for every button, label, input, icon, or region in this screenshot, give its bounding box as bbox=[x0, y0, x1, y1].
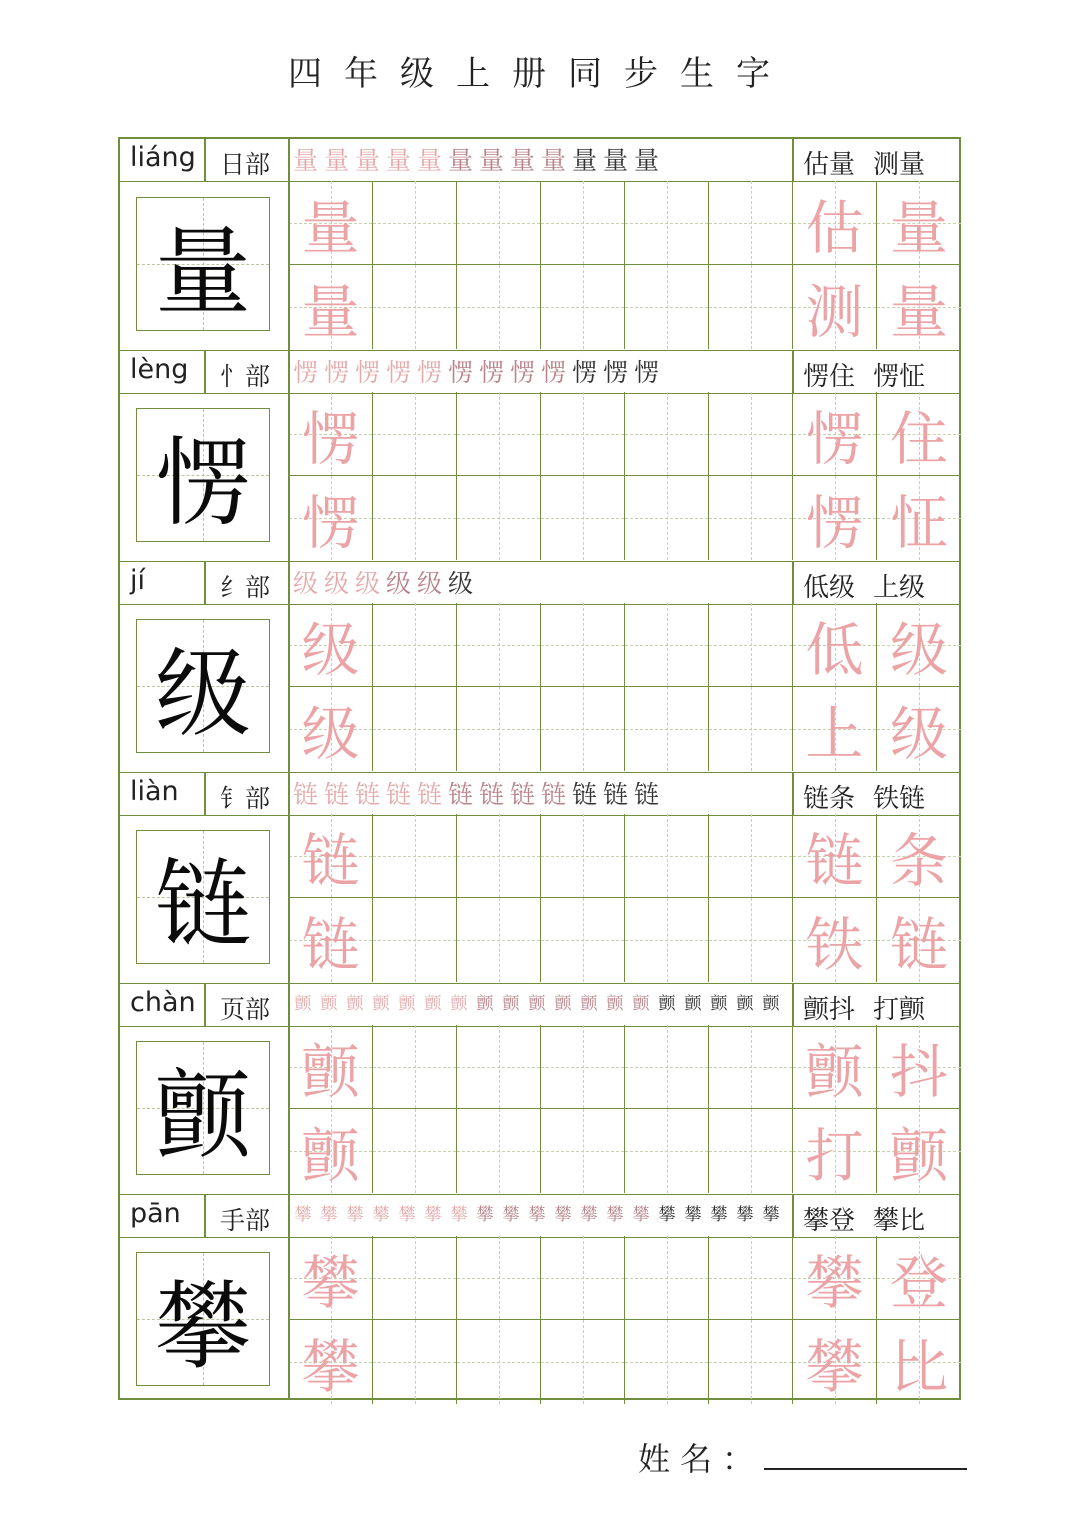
stroke-step: 颤 bbox=[684, 994, 702, 1014]
word-cell bbox=[793, 1236, 877, 1320]
main-char-box bbox=[136, 619, 270, 753]
practice-cell bbox=[289, 476, 373, 560]
stroke-step: 链 bbox=[292, 780, 318, 809]
practice-cell bbox=[625, 898, 709, 982]
trace-char: 量 bbox=[301, 193, 360, 262]
trace-char: 条 bbox=[889, 826, 948, 895]
word-cell bbox=[877, 181, 961, 265]
word-2: 上级 bbox=[873, 573, 926, 603]
main-char: 级 bbox=[155, 637, 251, 750]
practice-cell bbox=[541, 392, 625, 476]
stroke-step: 颤 bbox=[424, 994, 442, 1014]
practice-cell bbox=[709, 687, 793, 771]
trace-char: 登 bbox=[889, 1248, 948, 1317]
practice-cell bbox=[709, 265, 793, 349]
practice-cell bbox=[457, 687, 541, 771]
pinyin: chàn bbox=[130, 987, 196, 1018]
stroke-step: 链 bbox=[323, 780, 349, 809]
trace-char: 攀 bbox=[301, 1333, 360, 1401]
main-char: 链 bbox=[155, 848, 251, 961]
practice-cell bbox=[541, 476, 625, 560]
practice-cell bbox=[373, 603, 457, 687]
stroke-step: 攀 bbox=[294, 1205, 312, 1225]
block-header bbox=[120, 139, 959, 182]
practice-grid bbox=[289, 1236, 961, 1405]
practice-cell bbox=[625, 603, 709, 687]
char-block-chan bbox=[120, 983, 959, 1194]
stroke-step: 愣 bbox=[447, 358, 473, 387]
trace-char: 愣 bbox=[301, 404, 360, 473]
stroke-step: 愣 bbox=[416, 358, 442, 387]
main-char: 量 bbox=[155, 215, 251, 328]
word-1: 攀登 bbox=[803, 1206, 856, 1236]
practice-cell bbox=[709, 814, 793, 898]
stroke-step: 量 bbox=[571, 146, 597, 175]
block-header bbox=[120, 350, 959, 394]
stroke-step: 攀 bbox=[450, 1205, 468, 1225]
stroke-step: 级 bbox=[447, 569, 473, 598]
stroke-step: 颤 bbox=[528, 994, 546, 1014]
trace-char: 怔 bbox=[889, 489, 948, 557]
stroke-step: 攀 bbox=[658, 1205, 676, 1225]
practice-cell bbox=[373, 1025, 457, 1109]
stroke-step: 颤 bbox=[372, 994, 390, 1014]
practice-cell bbox=[289, 1320, 373, 1404]
stroke-step: 链 bbox=[571, 780, 597, 809]
radical: 页部 bbox=[220, 995, 271, 1024]
stroke-step: 攀 bbox=[684, 1205, 702, 1225]
stroke-step: 攀 bbox=[762, 1205, 780, 1225]
practice-cell bbox=[541, 603, 625, 687]
practice-cell bbox=[625, 181, 709, 265]
practice-cell bbox=[373, 687, 457, 771]
stroke-step: 颤 bbox=[658, 994, 676, 1014]
practice-cell bbox=[373, 476, 457, 560]
word-cell bbox=[877, 1109, 961, 1193]
word-2: 打颤 bbox=[873, 995, 926, 1025]
practice-grid bbox=[289, 181, 961, 350]
practice-cell bbox=[541, 265, 625, 349]
trace-char: 住 bbox=[889, 404, 948, 473]
stroke-step: 愣 bbox=[292, 358, 318, 387]
stroke-step: 颤 bbox=[710, 994, 728, 1014]
trace-char: 愣 bbox=[805, 404, 864, 473]
stroke-step: 愣 bbox=[633, 358, 659, 387]
practice-cell bbox=[373, 1320, 457, 1404]
practice-cell bbox=[457, 181, 541, 265]
word-cell bbox=[877, 814, 961, 898]
page-title: 四年级上册同步生字 bbox=[288, 54, 792, 94]
radical: 手部 bbox=[220, 1206, 271, 1235]
practice-cell bbox=[457, 392, 541, 476]
practice-cell bbox=[289, 392, 373, 476]
word-cell bbox=[793, 603, 877, 687]
word-cell bbox=[877, 603, 961, 687]
practice-cell bbox=[289, 1236, 373, 1320]
stroke-step: 量 bbox=[292, 146, 318, 175]
practice-cell bbox=[541, 181, 625, 265]
stroke-order bbox=[290, 564, 790, 602]
practice-sheet bbox=[118, 137, 961, 1400]
stroke-step: 攀 bbox=[632, 1205, 650, 1225]
practice-cell bbox=[373, 898, 457, 982]
practice-cell bbox=[541, 1025, 625, 1109]
trace-char: 链 bbox=[805, 826, 864, 895]
char-block-ji bbox=[120, 561, 959, 772]
practice-cell bbox=[289, 1109, 373, 1193]
practice-cell bbox=[373, 1109, 457, 1193]
practice-cell bbox=[541, 814, 625, 898]
stroke-step: 攀 bbox=[606, 1205, 624, 1225]
practice-cell bbox=[541, 1109, 625, 1193]
stroke-step: 颤 bbox=[554, 994, 572, 1014]
trace-char: 量 bbox=[301, 278, 360, 346]
word-cell bbox=[877, 687, 961, 771]
word-cell bbox=[793, 181, 877, 265]
stroke-step: 颤 bbox=[736, 994, 754, 1014]
trace-char: 愣 bbox=[805, 489, 864, 557]
pinyin: pān bbox=[130, 1198, 181, 1229]
stroke-step: 级 bbox=[385, 569, 411, 598]
stroke-step: 攀 bbox=[372, 1205, 390, 1225]
practice-cell bbox=[289, 814, 373, 898]
practice-grid bbox=[289, 392, 961, 561]
word-cell bbox=[877, 476, 961, 560]
main-char-box bbox=[136, 408, 270, 542]
radical: 钅部 bbox=[220, 784, 271, 813]
practice-cell bbox=[625, 1025, 709, 1109]
stroke-step: 级 bbox=[323, 569, 349, 598]
stroke-step: 攀 bbox=[528, 1205, 546, 1225]
char-block-lian bbox=[120, 772, 959, 983]
radical: 纟部 bbox=[220, 573, 271, 602]
stroke-step: 链 bbox=[447, 780, 473, 809]
stroke-step: 颤 bbox=[502, 994, 520, 1014]
stroke-step: 链 bbox=[602, 780, 628, 809]
example-words bbox=[803, 144, 925, 181]
word-cell bbox=[793, 1025, 877, 1109]
main-char: 愣 bbox=[155, 426, 251, 539]
practice-cell bbox=[373, 181, 457, 265]
practice-cell bbox=[289, 687, 373, 771]
stroke-step: 颤 bbox=[632, 994, 650, 1014]
practice-grid bbox=[289, 603, 961, 772]
practice-cell bbox=[625, 1236, 709, 1320]
practice-cell bbox=[709, 181, 793, 265]
char-block-liang bbox=[120, 139, 959, 350]
block-header bbox=[120, 1194, 959, 1238]
stroke-step: 级 bbox=[354, 569, 380, 598]
trace-char: 链 bbox=[301, 911, 360, 979]
block-header bbox=[120, 983, 959, 1027]
pinyin: liàn bbox=[130, 776, 179, 807]
stroke-step: 链 bbox=[540, 780, 566, 809]
practice-cell bbox=[625, 814, 709, 898]
practice-cell bbox=[709, 1236, 793, 1320]
practice-cell bbox=[541, 1236, 625, 1320]
practice-cell bbox=[625, 265, 709, 349]
stroke-step: 量 bbox=[540, 146, 566, 175]
stroke-step: 愣 bbox=[571, 358, 597, 387]
practice-cell bbox=[289, 898, 373, 982]
stroke-step: 愣 bbox=[385, 358, 411, 387]
stroke-step: 级 bbox=[416, 569, 442, 598]
stroke-step: 攀 bbox=[736, 1205, 754, 1225]
stroke-step: 攀 bbox=[346, 1205, 364, 1225]
stroke-step: 量 bbox=[416, 146, 442, 175]
trace-char: 颤 bbox=[301, 1037, 360, 1106]
stroke-step: 链 bbox=[509, 780, 535, 809]
trace-char: 链 bbox=[301, 826, 360, 895]
practice-cell bbox=[541, 898, 625, 982]
pinyin: lèng bbox=[130, 354, 189, 385]
stroke-step: 愣 bbox=[602, 358, 628, 387]
word-cell bbox=[877, 1025, 961, 1109]
trace-char: 量 bbox=[889, 278, 948, 346]
stroke-step: 链 bbox=[354, 780, 380, 809]
stroke-step: 颤 bbox=[320, 994, 338, 1014]
stroke-step: 颤 bbox=[762, 994, 780, 1014]
example-words bbox=[803, 1200, 925, 1237]
stroke-step: 颤 bbox=[294, 994, 312, 1014]
example-words bbox=[803, 356, 925, 393]
practice-cell bbox=[625, 1320, 709, 1404]
practice-cell bbox=[709, 1320, 793, 1404]
trace-char: 铁 bbox=[805, 911, 864, 979]
practice-cell bbox=[457, 898, 541, 982]
practice-cell bbox=[457, 1320, 541, 1404]
trace-char: 上 bbox=[805, 700, 864, 768]
stroke-step: 攀 bbox=[398, 1205, 416, 1225]
trace-char: 比 bbox=[889, 1333, 948, 1401]
practice-cell bbox=[457, 1109, 541, 1193]
main-char-box bbox=[136, 197, 270, 331]
stroke-step: 攀 bbox=[710, 1205, 728, 1225]
word-cell bbox=[793, 1320, 877, 1404]
word-cell bbox=[793, 687, 877, 771]
stroke-step: 链 bbox=[478, 780, 504, 809]
practice-cell bbox=[289, 265, 373, 349]
char-block-pan bbox=[120, 1194, 959, 1405]
practice-cell bbox=[457, 814, 541, 898]
practice-cell bbox=[709, 603, 793, 687]
trace-char: 愣 bbox=[301, 489, 360, 557]
practice-cell bbox=[373, 392, 457, 476]
char-block-leng bbox=[120, 350, 959, 561]
trace-char: 级 bbox=[301, 700, 360, 768]
word-2: 攀比 bbox=[873, 1206, 926, 1236]
stroke-step: 颤 bbox=[398, 994, 416, 1014]
pinyin: jí bbox=[130, 565, 146, 596]
trace-char: 链 bbox=[889, 911, 948, 979]
stroke-order bbox=[290, 775, 790, 813]
example-words bbox=[803, 567, 925, 604]
practice-cell bbox=[289, 181, 373, 265]
stroke-step: 链 bbox=[385, 780, 411, 809]
trace-char: 级 bbox=[889, 700, 948, 768]
word-cell bbox=[793, 1109, 877, 1193]
practice-cell bbox=[457, 603, 541, 687]
practice-cell bbox=[541, 687, 625, 771]
practice-cell bbox=[709, 898, 793, 982]
stroke-order bbox=[290, 141, 790, 179]
practice-cell bbox=[457, 1025, 541, 1109]
word-1: 愣住 bbox=[803, 362, 856, 392]
example-words bbox=[803, 778, 925, 815]
stroke-step: 量 bbox=[633, 146, 659, 175]
stroke-step: 链 bbox=[416, 780, 442, 809]
practice-cell bbox=[709, 1025, 793, 1109]
block-header bbox=[120, 561, 959, 605]
word-cell bbox=[877, 898, 961, 982]
main-char: 颤 bbox=[155, 1059, 251, 1172]
practice-cell bbox=[373, 1236, 457, 1320]
stroke-step: 攀 bbox=[320, 1205, 338, 1225]
stroke-step: 量 bbox=[602, 146, 628, 175]
practice-cell bbox=[457, 265, 541, 349]
stroke-step: 愣 bbox=[478, 358, 504, 387]
stroke-order bbox=[290, 986, 790, 1024]
practice-cell bbox=[625, 392, 709, 476]
practice-cell bbox=[709, 476, 793, 560]
stroke-step: 量 bbox=[323, 146, 349, 175]
stroke-step: 颤 bbox=[606, 994, 624, 1014]
practice-cell bbox=[457, 476, 541, 560]
stroke-step: 愣 bbox=[540, 358, 566, 387]
word-cell bbox=[793, 814, 877, 898]
trace-char: 抖 bbox=[889, 1037, 948, 1106]
trace-char: 测 bbox=[805, 278, 864, 346]
practice-cell bbox=[457, 1236, 541, 1320]
stroke-step: 颤 bbox=[346, 994, 364, 1014]
trace-char: 颤 bbox=[805, 1037, 864, 1106]
practice-cell bbox=[373, 814, 457, 898]
stroke-step: 攀 bbox=[424, 1205, 442, 1225]
stroke-step: 攀 bbox=[476, 1205, 494, 1225]
word-cell bbox=[877, 1320, 961, 1404]
stroke-step: 颤 bbox=[450, 994, 468, 1014]
word-cell bbox=[877, 265, 961, 349]
trace-char: 级 bbox=[301, 615, 360, 684]
example-words bbox=[803, 989, 925, 1026]
trace-char: 颤 bbox=[889, 1122, 948, 1190]
word-2: 愣怔 bbox=[873, 362, 926, 392]
radical: 日部 bbox=[220, 150, 271, 179]
word-cell bbox=[877, 1236, 961, 1320]
pinyin: liáng bbox=[130, 142, 196, 173]
trace-char: 打 bbox=[805, 1122, 864, 1190]
stroke-step: 量 bbox=[385, 146, 411, 175]
word-cell bbox=[877, 392, 961, 476]
radical: 忄部 bbox=[220, 362, 271, 391]
stroke-step: 攀 bbox=[554, 1205, 572, 1225]
stroke-step: 级 bbox=[292, 569, 318, 598]
stroke-step: 愣 bbox=[509, 358, 535, 387]
stroke-step: 链 bbox=[633, 780, 659, 809]
trace-char: 攀 bbox=[301, 1248, 360, 1317]
word-1: 低级 bbox=[803, 573, 856, 603]
trace-char: 级 bbox=[889, 615, 948, 684]
word-1: 颤抖 bbox=[803, 995, 856, 1025]
stroke-step: 量 bbox=[509, 146, 535, 175]
word-2: 铁链 bbox=[873, 784, 926, 814]
word-cell bbox=[793, 392, 877, 476]
stroke-step: 颤 bbox=[580, 994, 598, 1014]
word-1: 链条 bbox=[803, 784, 856, 814]
main-char-box bbox=[136, 1252, 270, 1386]
trace-char: 攀 bbox=[805, 1333, 864, 1401]
practice-grid bbox=[289, 814, 961, 983]
stroke-step: 愣 bbox=[323, 358, 349, 387]
word-2: 测量 bbox=[873, 150, 926, 180]
word-cell bbox=[793, 476, 877, 560]
stroke-step: 量 bbox=[354, 146, 380, 175]
practice-cell bbox=[289, 1025, 373, 1109]
stroke-order bbox=[290, 1197, 790, 1235]
trace-char: 颤 bbox=[301, 1122, 360, 1190]
stroke-step: 颤 bbox=[476, 994, 494, 1014]
practice-cell bbox=[625, 476, 709, 560]
stroke-step: 攀 bbox=[580, 1205, 598, 1225]
trace-char: 低 bbox=[805, 615, 864, 684]
trace-char: 攀 bbox=[805, 1248, 864, 1317]
trace-char: 估 bbox=[805, 193, 864, 262]
word-cell bbox=[793, 898, 877, 982]
main-char-box bbox=[136, 1041, 270, 1175]
name-label: 姓名： bbox=[638, 1440, 765, 1478]
name-input-line[interactable] bbox=[764, 1468, 967, 1470]
practice-cell bbox=[541, 1320, 625, 1404]
stroke-step: 愣 bbox=[354, 358, 380, 387]
practice-cell bbox=[289, 603, 373, 687]
practice-cell bbox=[625, 687, 709, 771]
practice-cell bbox=[373, 265, 457, 349]
stroke-step: 量 bbox=[447, 146, 473, 175]
practice-cell bbox=[625, 1109, 709, 1193]
stroke-step: 攀 bbox=[502, 1205, 520, 1225]
trace-char: 量 bbox=[889, 193, 948, 262]
main-char-box bbox=[136, 830, 270, 964]
block-header bbox=[120, 772, 959, 816]
practice-cell bbox=[709, 1109, 793, 1193]
word-1: 估量 bbox=[803, 150, 856, 180]
stroke-order bbox=[290, 353, 790, 391]
stroke-step: 量 bbox=[478, 146, 504, 175]
practice-grid bbox=[289, 1025, 961, 1194]
main-char: 攀 bbox=[155, 1270, 251, 1383]
word-cell bbox=[793, 265, 877, 349]
practice-cell bbox=[709, 392, 793, 476]
